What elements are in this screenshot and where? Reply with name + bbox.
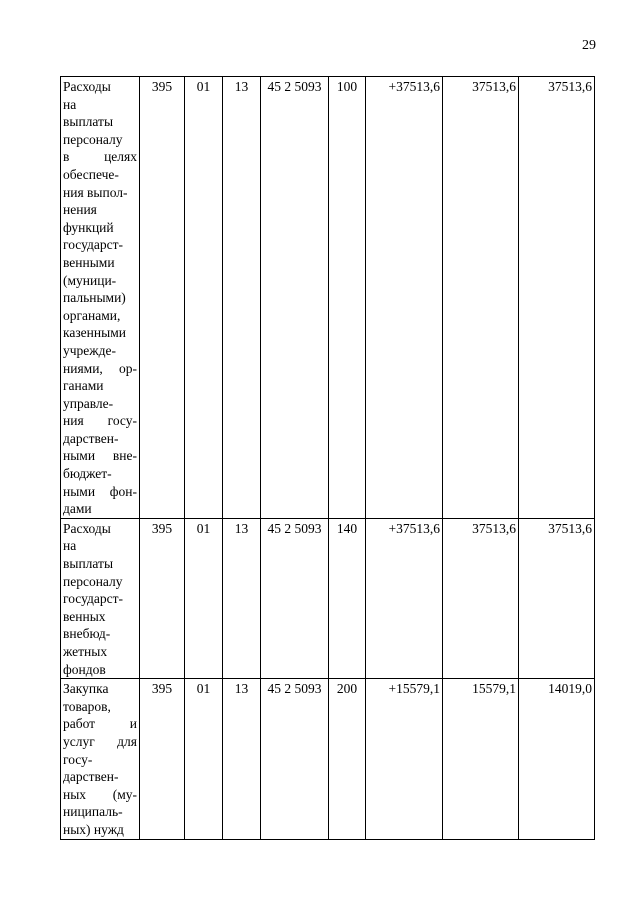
expense-name-word: в (63, 149, 70, 165)
amount-year2-cell: 37513,6 (519, 518, 595, 678)
expense-name-line: фондов (63, 661, 106, 677)
expense-name-cell (61, 679, 140, 839)
expense-name-line (63, 733, 137, 751)
section-code-cell: 01 (185, 679, 223, 839)
expense-name-word: (му- (112, 786, 137, 802)
expense-name-line: дарствен- (63, 430, 119, 446)
expense-name-line: персоналу (63, 573, 123, 589)
expense-name-line: ниципаль- (63, 804, 123, 820)
expense-name-word: услуг (63, 733, 95, 749)
expense-name-word: ными (63, 448, 96, 464)
expense-name-word: ными (63, 483, 96, 499)
expense-name-word: и (129, 716, 137, 732)
change-amount-cell: +15579,1 (366, 679, 443, 839)
amount-year1-cell: 15579,1 (443, 679, 519, 839)
expense-name-word: ния (63, 413, 84, 429)
expense-name-line (63, 483, 137, 501)
expense-name-line: Закупка (63, 681, 109, 697)
expense-name-line: дарствен- (63, 769, 119, 785)
amount-year1-cell: 37513,6 (443, 77, 519, 519)
expense-name-line: венных (63, 608, 106, 624)
expense-name-line: ных) нужд (63, 821, 124, 837)
expense-name-line (63, 447, 137, 465)
expense-name-line: ганами (63, 378, 104, 394)
expense-name-word: фон- (109, 483, 137, 499)
expense-name-word: ных (63, 786, 87, 802)
expense-name-line: учрежде- (63, 342, 116, 358)
expense-type-cell: 100 (329, 77, 366, 519)
expense-name-line: Расходы (63, 520, 111, 536)
expense-name-line: управле- (63, 395, 114, 411)
expense-name-line: выплаты (63, 556, 114, 572)
target-article-cell: 45 2 5093 (261, 77, 329, 519)
amount-year1-cell: 37513,6 (443, 518, 519, 678)
subsection-code-cell: 13 (223, 77, 261, 519)
expense-name-line: дами (63, 501, 92, 517)
expense-name-line: внебюд- (63, 626, 111, 642)
expense-name-line: на (63, 538, 77, 554)
expense-name-word: работ (63, 716, 96, 732)
expense-name-line: ния выпол- (63, 184, 128, 200)
expense-name-line: на (63, 96, 77, 112)
subsection-code-cell: 13 (223, 679, 261, 839)
page-number: 29 (582, 38, 596, 53)
table-body (61, 77, 595, 840)
target-article-cell: 45 2 5093 (261, 679, 329, 839)
table-row (61, 77, 595, 519)
section-code-cell: 01 (185, 77, 223, 519)
expense-name-line: государст- (63, 591, 123, 607)
expense-name-line (63, 412, 137, 430)
amount-year2-cell: 14019,0 (519, 679, 595, 839)
expense-name-line (63, 786, 137, 804)
table-row (61, 679, 595, 839)
expense-name-line (63, 148, 137, 166)
target-article-cell: 45 2 5093 (261, 518, 329, 678)
expense-name-line: товаров, (63, 698, 111, 714)
expense-name-word: вне- (112, 448, 137, 464)
expense-name-line: пальными) (63, 290, 126, 306)
expense-type-cell: 140 (329, 518, 366, 678)
expense-name-line: органами, (63, 307, 121, 323)
expense-name-word: ор- (119, 360, 137, 376)
expense-name-cell (61, 77, 140, 519)
expense-name-line: государст- (63, 237, 123, 253)
expense-name-line: (муници- (63, 272, 117, 288)
expense-type-cell: 200 (329, 679, 366, 839)
table-row (61, 518, 595, 678)
expense-name-word: госу- (107, 413, 137, 429)
section-code-cell: 01 (185, 518, 223, 678)
change-amount-cell: +37513,6 (366, 518, 443, 678)
expense-name-line (63, 360, 137, 378)
expense-name-line: жетных (63, 644, 108, 659)
expense-name-cell (61, 518, 140, 678)
expense-name-word: ниями, (63, 360, 103, 376)
expense-name-line: нения (63, 202, 97, 218)
expense-name-line (63, 715, 137, 733)
expense-name-line: персоналу (63, 131, 123, 147)
amount-year2-cell: 37513,6 (519, 77, 595, 519)
expense-name-word: для (117, 733, 137, 749)
ministry-code-cell: 395 (140, 679, 185, 839)
change-amount-cell: +37513,6 (366, 77, 443, 519)
expense-name-line: выплаты (63, 114, 114, 130)
ministry-code-cell: 395 (140, 77, 185, 519)
budget-table (60, 76, 595, 840)
subsection-code-cell: 13 (223, 518, 261, 678)
expense-name-line: госу- (63, 751, 93, 767)
expense-name-line: казенными (63, 325, 126, 341)
ministry-code-cell: 395 (140, 518, 185, 678)
expense-name-line: функций (63, 219, 114, 235)
expense-name-line: бюджет- (63, 466, 112, 482)
expense-name-line: обеспече- (63, 166, 119, 182)
expense-name-line: венными (63, 254, 115, 270)
expense-name-word: целях (104, 149, 137, 165)
expense-name-line: Расходы (63, 79, 111, 94)
